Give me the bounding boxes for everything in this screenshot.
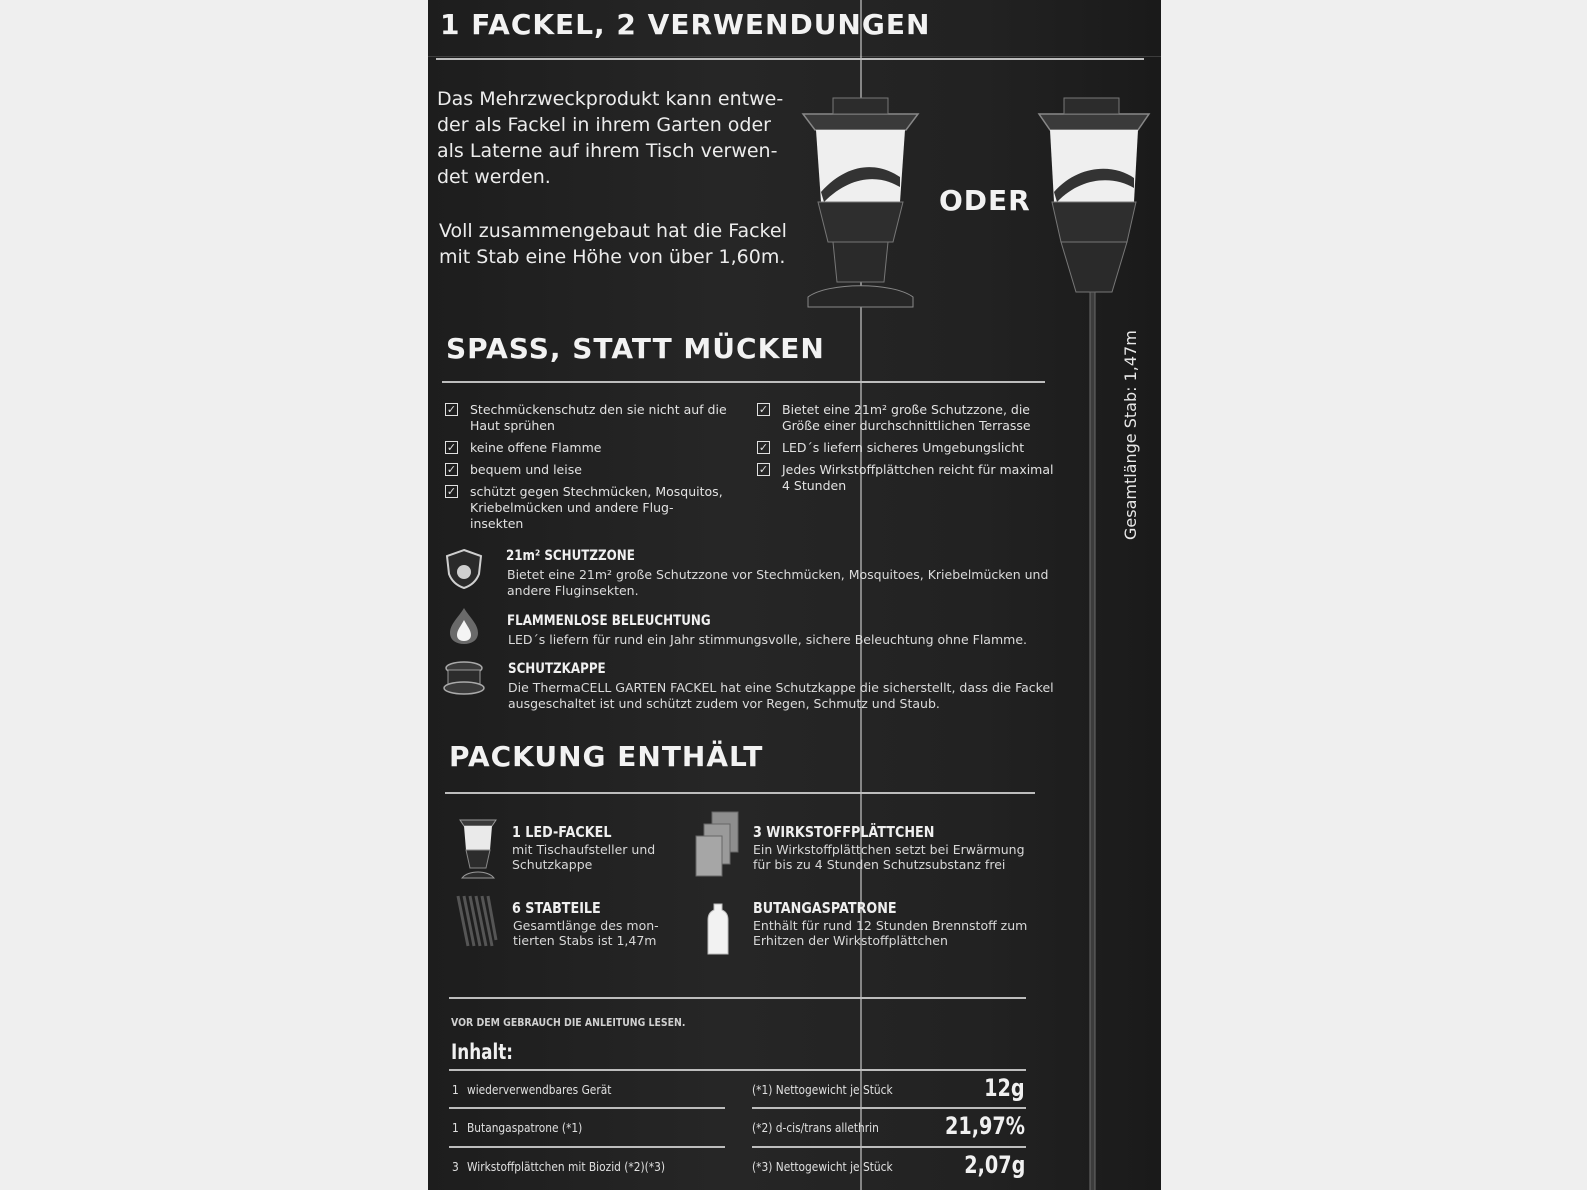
- heading-uses: 1 FACKEL, 2 VERWENDUNGEN: [440, 8, 931, 41]
- contents-title: BUTANGASPATRONE: [753, 899, 897, 917]
- table-rule: [449, 1146, 725, 1148]
- checkbox-icon: ✓: [446, 485, 457, 498]
- feature-title: 21m² SCHUTZZONE: [506, 548, 635, 564]
- table-cell-qty: 3: [452, 1159, 459, 1174]
- mats-icon: [694, 810, 742, 880]
- feature-title: SCHUTZKAPPE: [508, 661, 606, 677]
- feature-body: Die ThermaCELL GARTEN FACKEL hat eine Schutzkappe die sicherstellt, dass die Fackel ausgeschaltet ist und schützt zudem vor Regen, Schmutz und Staub.: [508, 680, 1054, 711]
- heading-fun: SPASS, STATT MÜCKEN: [446, 332, 825, 365]
- checkbox-icon: ✓: [446, 441, 457, 454]
- table-rule: [449, 1107, 725, 1109]
- cap-icon: [442, 660, 486, 696]
- table-cell-note: (*3) Nettogewicht je Stück: [752, 1159, 893, 1174]
- oder-label: ODER: [939, 184, 1031, 217]
- height-line: Voll zusammengebaut hat die Fackel: [439, 220, 787, 242]
- shrink-wrap-strand-2: [428, 56, 1161, 57]
- table-cell-value: 21,97%: [945, 1112, 1025, 1140]
- checkbox-icon: ✓: [758, 403, 769, 416]
- feature-body: Bietet eine 21m² große Schutzzone vor Stechmücken, Mosquitoes, Kriebelmücken und andere Fluginsekten.: [507, 567, 1049, 598]
- contents-title: 3 WIRKSTOFFPLÄTTCHEN: [753, 823, 935, 841]
- checkbox-icon: ✓: [446, 463, 457, 476]
- heading-rule: [445, 792, 1035, 794]
- bullet-item: ✓ Stechmückenschutz den sie nicht auf die Haut sprühen: [446, 402, 727, 433]
- cartridge-icon: [706, 900, 730, 958]
- contents-title: 6 STABTEILE: [512, 899, 601, 917]
- heading-rule: [436, 58, 1144, 60]
- heading-contents: PACKUNG ENTHÄLT: [449, 740, 764, 773]
- inhalt-label: Inhalt:: [451, 1040, 514, 1064]
- feature-body: LED´s liefern für rund ein Jahr stimmungsvolle, sichere Beleuchtung ohne Flamme.: [508, 632, 1027, 647]
- lantern-illustration: [788, 92, 938, 322]
- table-cell-qty: 1: [452, 1082, 459, 1097]
- height-line: mit Stab eine Höhe von über 1,60m.: [439, 246, 786, 268]
- table-cell-note: (*1) Nettogewicht je Stück: [752, 1082, 893, 1097]
- flame-icon: [446, 606, 482, 646]
- table-cell-value: 12g: [984, 1074, 1025, 1102]
- table-cell-note: (*2) d-cis/trans allethrin: [752, 1120, 879, 1135]
- checkbox-icon: ✓: [446, 403, 457, 416]
- contents-title: 1 LED-FACKEL: [512, 823, 612, 841]
- torch-illustration: [1034, 92, 1154, 1190]
- contents-body: mit Tischaufsteller und Schutzkappe: [512, 842, 656, 872]
- table-cell-qty: 1: [452, 1120, 459, 1135]
- table-rule: [449, 997, 1026, 999]
- bullet-item: ✓ Jedes Wirkstoffplättchen reicht für maximal 4 Stunden: [758, 462, 1054, 493]
- intro-line: det werden.: [437, 166, 551, 188]
- bullet-item: ✓ Bietet eine 21m² große Schutzzone, die Größe einer durchschnittlichen Terrasse: [758, 402, 1031, 433]
- pole-length-label: Gesamtlänge Stab: 1,47m: [1121, 330, 1140, 540]
- warning-text: VOR DEM GEBRAUCH DIE ANLEITUNG LESEN.: [451, 1016, 686, 1029]
- poles-icon: [454, 890, 498, 950]
- table-rule: [449, 1069, 1026, 1071]
- shield-icon: [444, 548, 484, 590]
- contents-body: Enthält für rund 12 Stunden Brennstoff zum Erhitzen der Wirkstoffplättchen: [753, 918, 1028, 948]
- bullet-item: ✓ keine offene Flamme: [446, 440, 602, 455]
- intro-line: Das Mehrzweckprodukt kann entwe-: [437, 88, 784, 110]
- bullet-item: ✓ bequem und leise: [446, 462, 582, 477]
- checkbox-icon: ✓: [758, 463, 769, 476]
- table-rule: [752, 1107, 1026, 1109]
- table-cell-item: Butangaspatrone (*1): [467, 1120, 583, 1135]
- heading-rule: [442, 381, 1045, 383]
- feature-title: FLAMMENLOSE BELEUCHTUNG: [507, 613, 711, 629]
- intro-line: der als Fackel in ihrem Garten oder: [437, 114, 771, 136]
- package-back-panel: [428, 0, 1161, 1190]
- torch-icon: [456, 812, 500, 882]
- contents-body: Gesamtlänge des mon- tierten Stabs ist 1,47m: [513, 918, 659, 948]
- contents-body: Ein Wirkstoffplättchen setzt bei Erwärmung für bis zu 4 Stunden Schutzsubstanz frei: [753, 842, 1025, 872]
- height-text: [439, 218, 787, 270]
- table-cell-item: Wirkstoffplättchen mit Biozid (*2)(*3): [467, 1159, 665, 1174]
- bullet-item: ✓ schützt gegen Stechmücken, Mosquitos, Kriebelmücken und andere Flug- insekten: [446, 484, 723, 531]
- intro-line: als Laterne auf ihrem Tisch verwen-: [437, 140, 778, 162]
- bullet-item: ✓ LED´s liefern sicheres Umgebungslicht: [758, 440, 1025, 455]
- checkbox-icon: ✓: [758, 441, 769, 454]
- intro-text: [437, 86, 783, 190]
- table-rule: [752, 1146, 1026, 1148]
- table-cell-value: 2,07g: [963, 1151, 1025, 1179]
- table-cell-item: wiederverwendbares Gerät: [467, 1082, 612, 1097]
